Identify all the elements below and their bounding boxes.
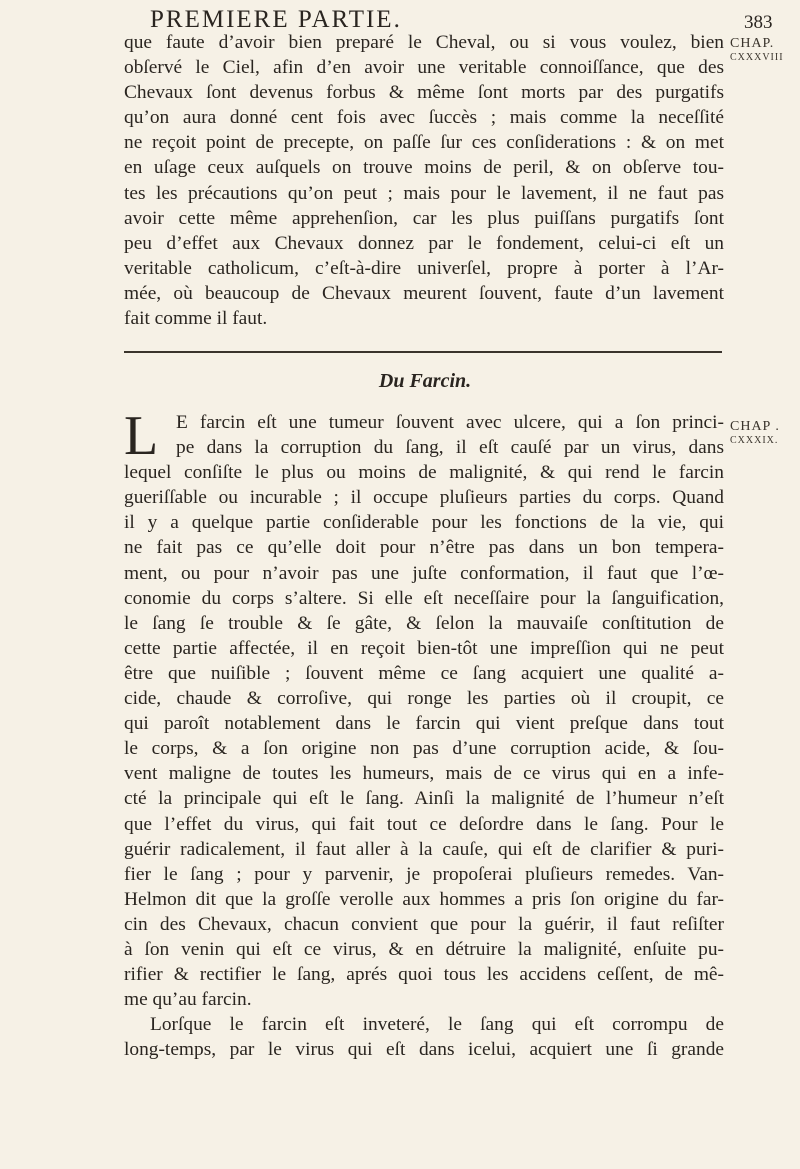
text-line: Chevaux ſont devenus forbus & même ſont morts par des purgatifs <box>124 82 724 104</box>
text-line: cté la principale qui eſt le ſang. Ainſi la malignité de l’humeur n’eſt <box>124 788 724 810</box>
text-line: cette partie affectée, il en reçoit bien-tôt une impreſſion qui ne peut <box>124 637 724 659</box>
margin-note-number: CXXXIX. <box>730 435 779 446</box>
text-line: qui paroît notablement dans le farcin qui vient preſque dans tout <box>124 713 724 735</box>
paragraph-2 <box>124 405 724 1062</box>
text-line: peu d’effet aux Chevaux donnez par le fondement, celui-ci eſt un <box>124 232 724 254</box>
text-line: ment, ou pour n’avoir pas une juſte conformation, il faut que l’œ- <box>124 562 724 584</box>
margin-note-number: CXXXVIII <box>730 52 784 63</box>
text-line: me qu’au farcin. <box>124 989 252 1011</box>
text-line: qu’on aura donné cent fois avec ſuccès ; mais comme la neceſſité <box>124 107 724 129</box>
text-line: avoir cette même apprehenſion, car les plus puiſſans purgatifs ſont <box>124 207 724 229</box>
drop-cap: L <box>124 405 159 467</box>
section-divider <box>124 351 722 353</box>
text-line: mée, où beaucoup de Chevaux meurent ſouvent, faute d’un lavement <box>124 282 724 304</box>
text-line: être que nuiſible ; ſouvent même ce ſang acquiert une qualité a- <box>124 662 724 684</box>
text-line: fier le ſang ; pour y parvenir, je propoſerai pluſieurs remedes. Van- <box>124 863 724 885</box>
text-line: fait comme il faut. <box>124 308 268 330</box>
text-line: vent maligne de toutes les humeurs, mais de ce virus qui en a infe- <box>124 763 724 785</box>
text-line: tes les précautions qu’on peut ; mais pour le lavement, il ne faut pas <box>124 182 724 204</box>
text-line: le ſang ſe trouble & ſe gâte, & ſelon la mauvaiſe conſtitution de <box>124 612 724 634</box>
margin-note-chap: CHAP. <box>730 36 775 51</box>
page-number: 383 <box>744 12 773 33</box>
margin-note-chap: CHAP . <box>730 419 780 434</box>
margin-note-chapter-138 <box>730 36 800 63</box>
margin-note-chapter-139 <box>730 419 800 446</box>
text-line: lequel conſiſte le plus ou moins de malignité, & qui rend le farcin <box>124 462 724 484</box>
text-line: long-temps, par le virus qui eſt dans icelui, acquiert une ſi grande <box>124 1039 724 1061</box>
text-line: gueriſſable ou incurable ; il occupe pluſieurs parties du corps. Quand <box>124 487 724 509</box>
text-line: veritable catholicum, c’eſt-à-dire univerſel, propre à porter à l’Ar- <box>124 257 724 279</box>
text-line: Lorſque le farcin eſt inveteré, le ſang qui eſt corrompu de <box>150 1014 724 1036</box>
text-line: pe dans la corruption du ſang, il eſt cauſé par un virus, dans <box>176 437 724 459</box>
text-line: E farcin eſt une tumeur ſouvent avec ulcere, qui a ſon princi- <box>176 412 724 433</box>
text-line: cide, chaude & corroſive, qui ronge les parties où il croupit, ce <box>124 688 724 710</box>
text-line: ne fait pas ce qu’elle doit pour n’être pas dans un bon tempera- <box>124 537 724 559</box>
text-line: que l’effet du virus, qui fait tout ce deſordre dans le ſang. Pour le <box>124 813 724 835</box>
paragraph-1 <box>124 30 724 331</box>
text-line: conomie du corps s’altere. Si elle eſt neceſſaire pour la ſanguification, <box>124 587 724 609</box>
section-title: Du Farcin. <box>378 370 472 392</box>
text-line: à ſon venin qui eſt ce virus, & en détruire la malignité, enſuite pu- <box>124 938 724 960</box>
text-line: obſervé le Ciel, afin d’en avoir une veritable connoiſſance, que des <box>124 57 724 79</box>
text-line: ne reçoit point de precepte, on paſſe ſur ces conſiderations : & on met <box>124 132 724 154</box>
text-line: rifier & rectifier le ſang, aprés quoi tous les accidens ceſſent, de mê- <box>124 964 724 986</box>
text-line: guérir radicalement, il faut aller à la cauſe, qui eſt de clarifier & puri- <box>124 838 724 860</box>
text-line: Helmon dit que la groſſe verolle aux hommes a pris ſon origine du far- <box>124 888 724 910</box>
text-line: cin des Chevaux, chacun convient que pour la guérir, il faut reſiſter <box>124 913 724 935</box>
text-line: en uſage ceux auſquels on trouve moins de peril, & on obſerve tou- <box>124 157 724 179</box>
text-line: le corps, & a ſon origine non pas d’une corruption acide, & ſou- <box>124 738 724 760</box>
text-line: il y a quelque partie conſiderable pour les fonctions de la vie, qui <box>124 512 724 534</box>
running-head: PREMIERE PARTIE. <box>150 6 402 33</box>
text-line: que faute d’avoir bien preparé le Cheval, ou si vous voulez, bien <box>124 32 724 53</box>
